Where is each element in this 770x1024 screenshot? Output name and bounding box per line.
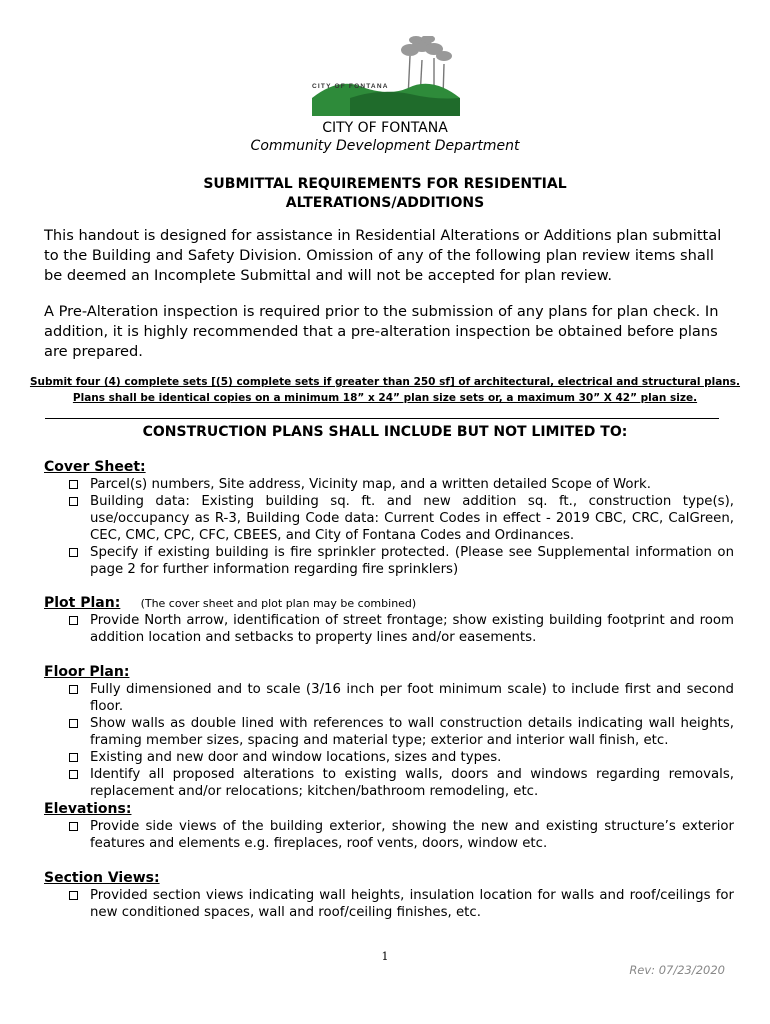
logo-text: CITY OF FONTANA bbox=[312, 83, 389, 90]
city-of-fontana-logo bbox=[310, 36, 460, 116]
plot-plan-section bbox=[44, 595, 734, 646]
checkbox-icon bbox=[69, 480, 78, 489]
checkbox-icon bbox=[69, 616, 78, 625]
department-name: Community Development Department bbox=[250, 138, 520, 154]
checklist-item bbox=[44, 715, 734, 749]
section-heading: Cover Sheet: bbox=[44, 459, 146, 475]
checklist-item-text: Provided section views indicating wall heights, insulation location for walls and roof/ceilings for new conditioned spaces, wall and roof/ceiling finishes, etc. bbox=[90, 888, 734, 920]
checklist-item-text: Provide side views of the building exterior, showing the new and existing structure’s exterior features and elements e.g. fireplaces, roof vents, doors, window etc. bbox=[90, 819, 734, 851]
checklist-item bbox=[44, 887, 734, 921]
checkbox-icon bbox=[69, 891, 78, 900]
checkbox-icon bbox=[69, 497, 78, 506]
checklist-item-text: Show walls as double lined with references to wall construction details indicating wall heights, framing member sizes, spacing and material type; exterior and interior wall finish, etc. bbox=[90, 716, 734, 748]
checkbox-icon bbox=[69, 753, 78, 762]
revision-date: Rev: 07/23/2020 bbox=[629, 963, 725, 977]
checklist-item-text: Parcel(s) numbers, Site address, Vicinity map, and a written detailed Scope of Work. bbox=[90, 477, 651, 492]
checklist-item-text: Provide North arrow, identification of street frontage; show existing building footprint and room addition location and setbacks to property lines and/or easements. bbox=[90, 613, 734, 645]
section-heading: Section Views: bbox=[44, 870, 160, 886]
checklist-item-text: Existing and new door and window locations, sizes and types. bbox=[90, 750, 502, 765]
checklist-item bbox=[44, 476, 734, 493]
checklist-item-text: Fully dimensioned and to scale (3/16 inch per foot minimum scale) to include first and second floor. bbox=[90, 682, 734, 714]
section-heading: Floor Plan: bbox=[44, 664, 130, 680]
checkbox-icon bbox=[69, 770, 78, 779]
checklist-item-text: Identify all proposed alterations to existing walls, doors and windows regarding removals, replacement and/or relocations; kitchen/bathroom remodeling, etc. bbox=[90, 767, 734, 799]
cover-sheet-section bbox=[44, 459, 734, 578]
section-heading: Elevations: bbox=[44, 801, 132, 817]
submit-requirement-line-1: Submit four (4) complete sets [(5) complete sets if greater than 250 sf] of architectural, electrical and structural plans. bbox=[29, 376, 741, 388]
checkbox-icon bbox=[69, 822, 78, 831]
checklist-item bbox=[44, 612, 734, 646]
org-name: CITY OF FONTANA bbox=[322, 120, 448, 136]
checkbox-icon bbox=[69, 719, 78, 728]
checklist-item-text: Building data: Existing building sq. ft. and new addition sq. ft., construction type(s), use/occupancy as R-3, Building Code data: Current Codes in effect - 2019 CBC, CRC, CalGreen, CEC, CMC, CPC, CFC, CBEES, and City of Fontana Codes and Ordinances. bbox=[90, 494, 734, 543]
checklist-item-text: Specify if existing building is fire sprinkler protected. (Please see Supplemental information on page 2 for further information regarding fire sprinklers) bbox=[90, 545, 734, 577]
construction-heading: CONSTRUCTION PLANS SHALL INCLUDE BUT NOT LIMITED TO: bbox=[142, 424, 628, 440]
checklist-item bbox=[44, 544, 734, 578]
submit-requirement-line-2: Plans shall be identical copies on a minimum 18” x 24” plan size sets or, a maximum 30” X 42” plan size. bbox=[72, 392, 698, 404]
floor-plan-section bbox=[44, 664, 734, 800]
page-number: 1 bbox=[381, 950, 389, 963]
horizontal-divider bbox=[45, 418, 719, 419]
checkbox-icon bbox=[69, 548, 78, 557]
checkbox-icon bbox=[69, 685, 78, 694]
checklist-item bbox=[44, 766, 734, 800]
checklist-item bbox=[44, 749, 734, 766]
checklist-item bbox=[44, 493, 734, 544]
document-title-line-2: ALTERATIONS/ADDITIONS bbox=[285, 195, 485, 211]
checklist-item bbox=[44, 681, 734, 715]
checklist-item bbox=[44, 818, 734, 852]
pre-alteration-paragraph: A Pre-Alteration inspection is required prior to the submission of any plans for plan check. In addition, it is highly recommended that a pre-alteration inspection be obtained before plans are prepared. bbox=[44, 303, 719, 360]
document-title-line-1: SUBMITTAL REQUIREMENTS FOR RESIDENTIAL bbox=[203, 176, 567, 192]
section-heading: Plot Plan: bbox=[44, 595, 121, 611]
section-note: (The cover sheet and plot plan may be combined) bbox=[140, 597, 417, 610]
elevations-section bbox=[44, 801, 734, 852]
section-views-section bbox=[44, 870, 734, 921]
intro-paragraph: This handout is designed for assistance in Residential Alterations or Additions plan submittal to the Building and Safety Division. Omission of any of the following plan review items shall be deemed an Incomplete Submittal and will not be accepted for plan review. bbox=[44, 227, 722, 284]
